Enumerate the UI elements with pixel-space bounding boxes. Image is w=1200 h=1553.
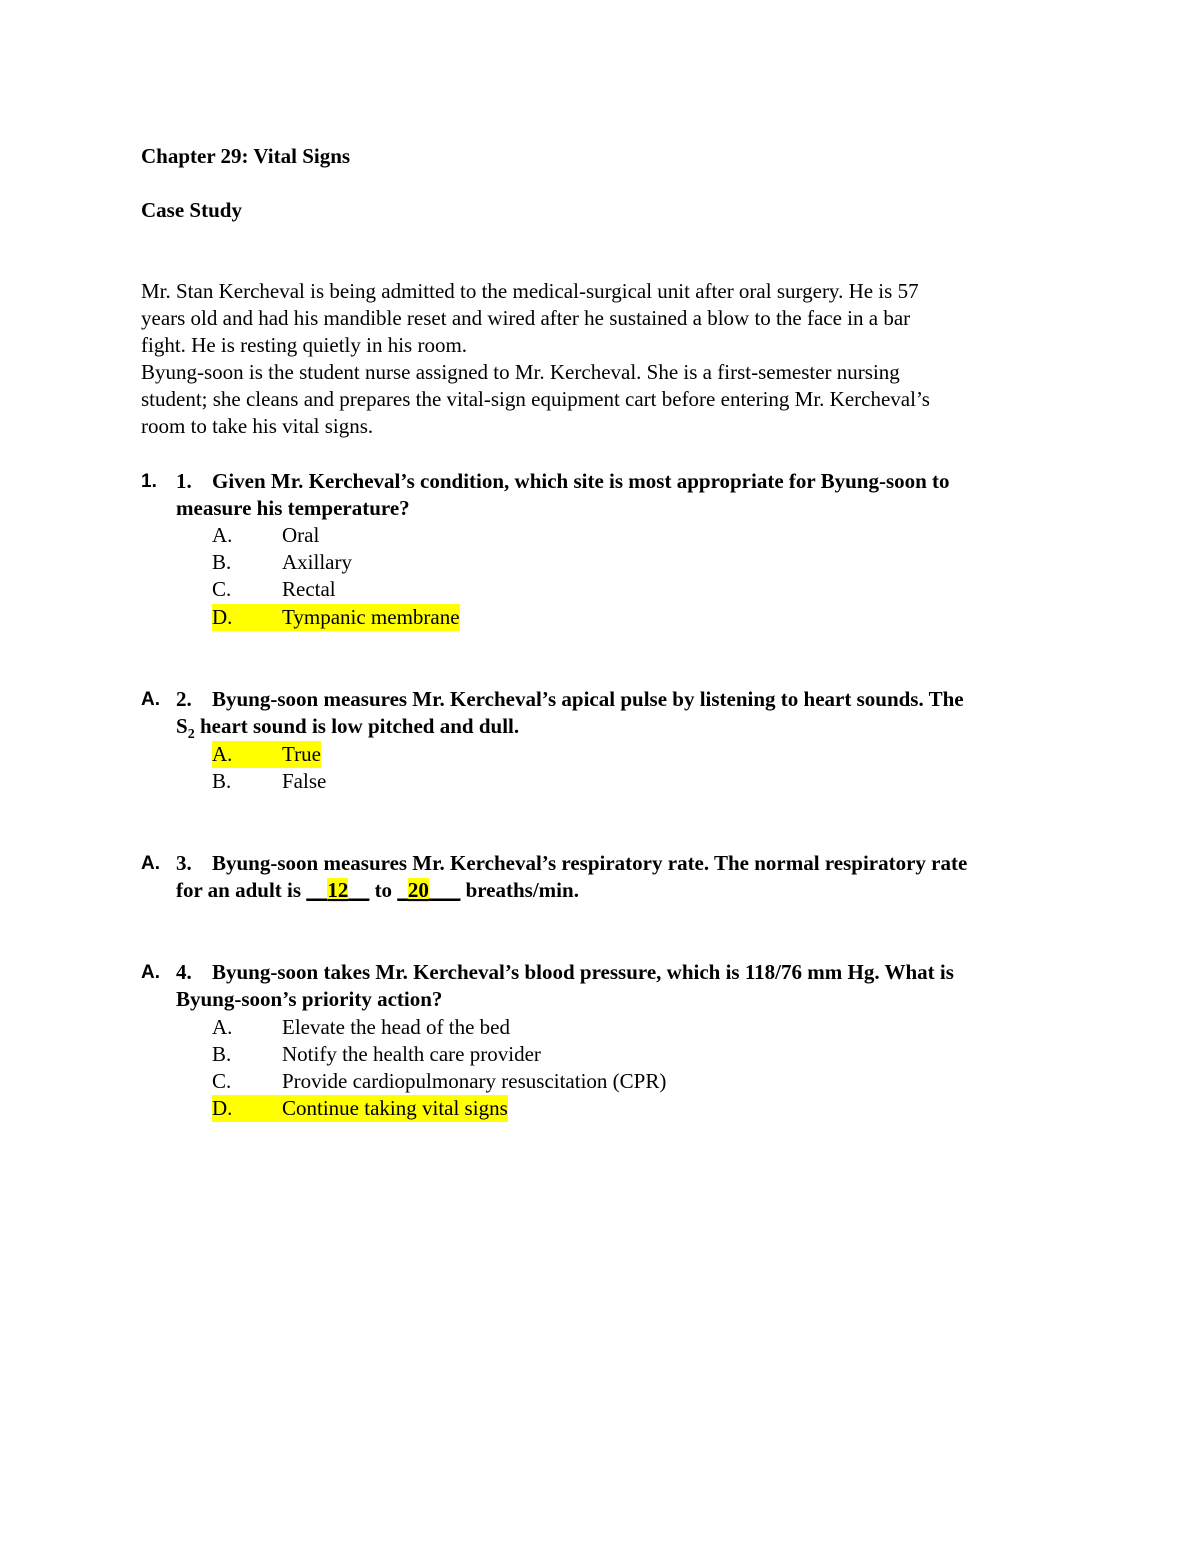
intro-line: room to take his vital signs. <box>141 414 374 438</box>
option-text: Continue taking vital signs <box>282 1096 508 1120</box>
option-text: True <box>282 742 321 766</box>
question-number: 1. <box>176 469 192 493</box>
intro-line: fight. He is resting quietly in his room. <box>141 333 468 357</box>
answer-option <box>212 549 352 576</box>
chapter-title: Chapter 29: Vital Signs <box>141 144 351 168</box>
question-number: 2. <box>176 687 192 711</box>
option-text: Notify the health care provider <box>282 1042 541 1066</box>
answer-option <box>212 1014 510 1041</box>
section-heading: Case Study <box>141 198 242 222</box>
question-text: Given Mr. Kercheval’s condition, which site is most appropriate for Byung-soon to <box>212 469 950 493</box>
correct-answer-option <box>212 741 321 768</box>
intro-line: Mr. Stan Kercheval is being admitted to the medical-surgical unit after oral surgery. He is 57 <box>141 279 919 303</box>
question-text: Byung-soon takes Mr. Kercheval’s blood pressure, which is 118/76 mm Hg. What is <box>212 960 954 984</box>
question-text-continued: for an adult is __12__ to _20___ breaths/min. <box>176 878 579 902</box>
option-letter: C. <box>212 1069 232 1093</box>
question-text-continued: $S_2$ heart sound is low pitched and dull. <box>176 714 520 743</box>
option-letter: C. <box>212 577 232 601</box>
list-marker: 1. <box>141 471 157 492</box>
option-text: Rectal <box>282 577 336 601</box>
option-letter: B. <box>212 769 232 793</box>
subscript: 2 <box>187 727 195 743</box>
answer-option <box>212 1041 541 1068</box>
option-letter: B. <box>212 1042 232 1066</box>
option-letter: D. <box>212 1096 233 1120</box>
option-text: Axillary <box>282 550 352 574</box>
answer-option <box>212 1068 666 1095</box>
answer-option <box>212 576 336 603</box>
option-text: Elevate the head of the bed <box>282 1015 510 1039</box>
blank-1: __12__ <box>306 878 370 902</box>
question-text-continued: Byung-soon’s priority action? <box>176 987 443 1011</box>
blank-answer: 20 <box>407 878 429 902</box>
answer-option <box>212 768 326 795</box>
list-marker: A. <box>141 689 160 710</box>
intro-line: years old and had his mandible reset and wired after he sustained a blow to the face in a bar <box>141 306 911 330</box>
intro-line: Byung-soon is the student nurse assigned to Mr. Kercheval. She is a first-semester nursing <box>141 360 900 384</box>
option-text: Oral <box>282 523 320 547</box>
correct-answer-option <box>212 604 460 631</box>
list-marker: A. <box>141 853 160 874</box>
question-number: 3. <box>176 851 192 875</box>
list-marker: A. <box>141 962 160 983</box>
intro-line: student; she cleans and prepares the vital-sign equipment cart before entering Mr. Kercheval’s <box>141 387 930 411</box>
correct-answer-option <box>212 1095 508 1122</box>
question-number: 4. <box>176 960 192 984</box>
option-letter: D. <box>212 605 233 629</box>
blank-answer: 12 <box>327 878 349 902</box>
option-letter: A. <box>212 1015 233 1039</box>
option-text: False <box>282 769 327 793</box>
blank-2: _20___ <box>397 878 461 902</box>
option-text: Tympanic membrane <box>282 605 460 629</box>
question-text-continued: measure his temperature? <box>176 496 410 520</box>
option-letter: A. <box>212 742 233 766</box>
option-text: Provide cardiopulmonary resuscitation (CPR) <box>282 1069 667 1093</box>
answer-option <box>212 522 319 549</box>
option-letter: A. <box>212 523 233 547</box>
question-text: Byung-soon measures Mr. Kercheval’s respiratory rate. The normal respiratory rate <box>212 851 968 875</box>
option-letter: B. <box>212 550 232 574</box>
question-text: Byung-soon measures Mr. Kercheval’s apical pulse by listening to heart sounds. The <box>212 687 964 711</box>
